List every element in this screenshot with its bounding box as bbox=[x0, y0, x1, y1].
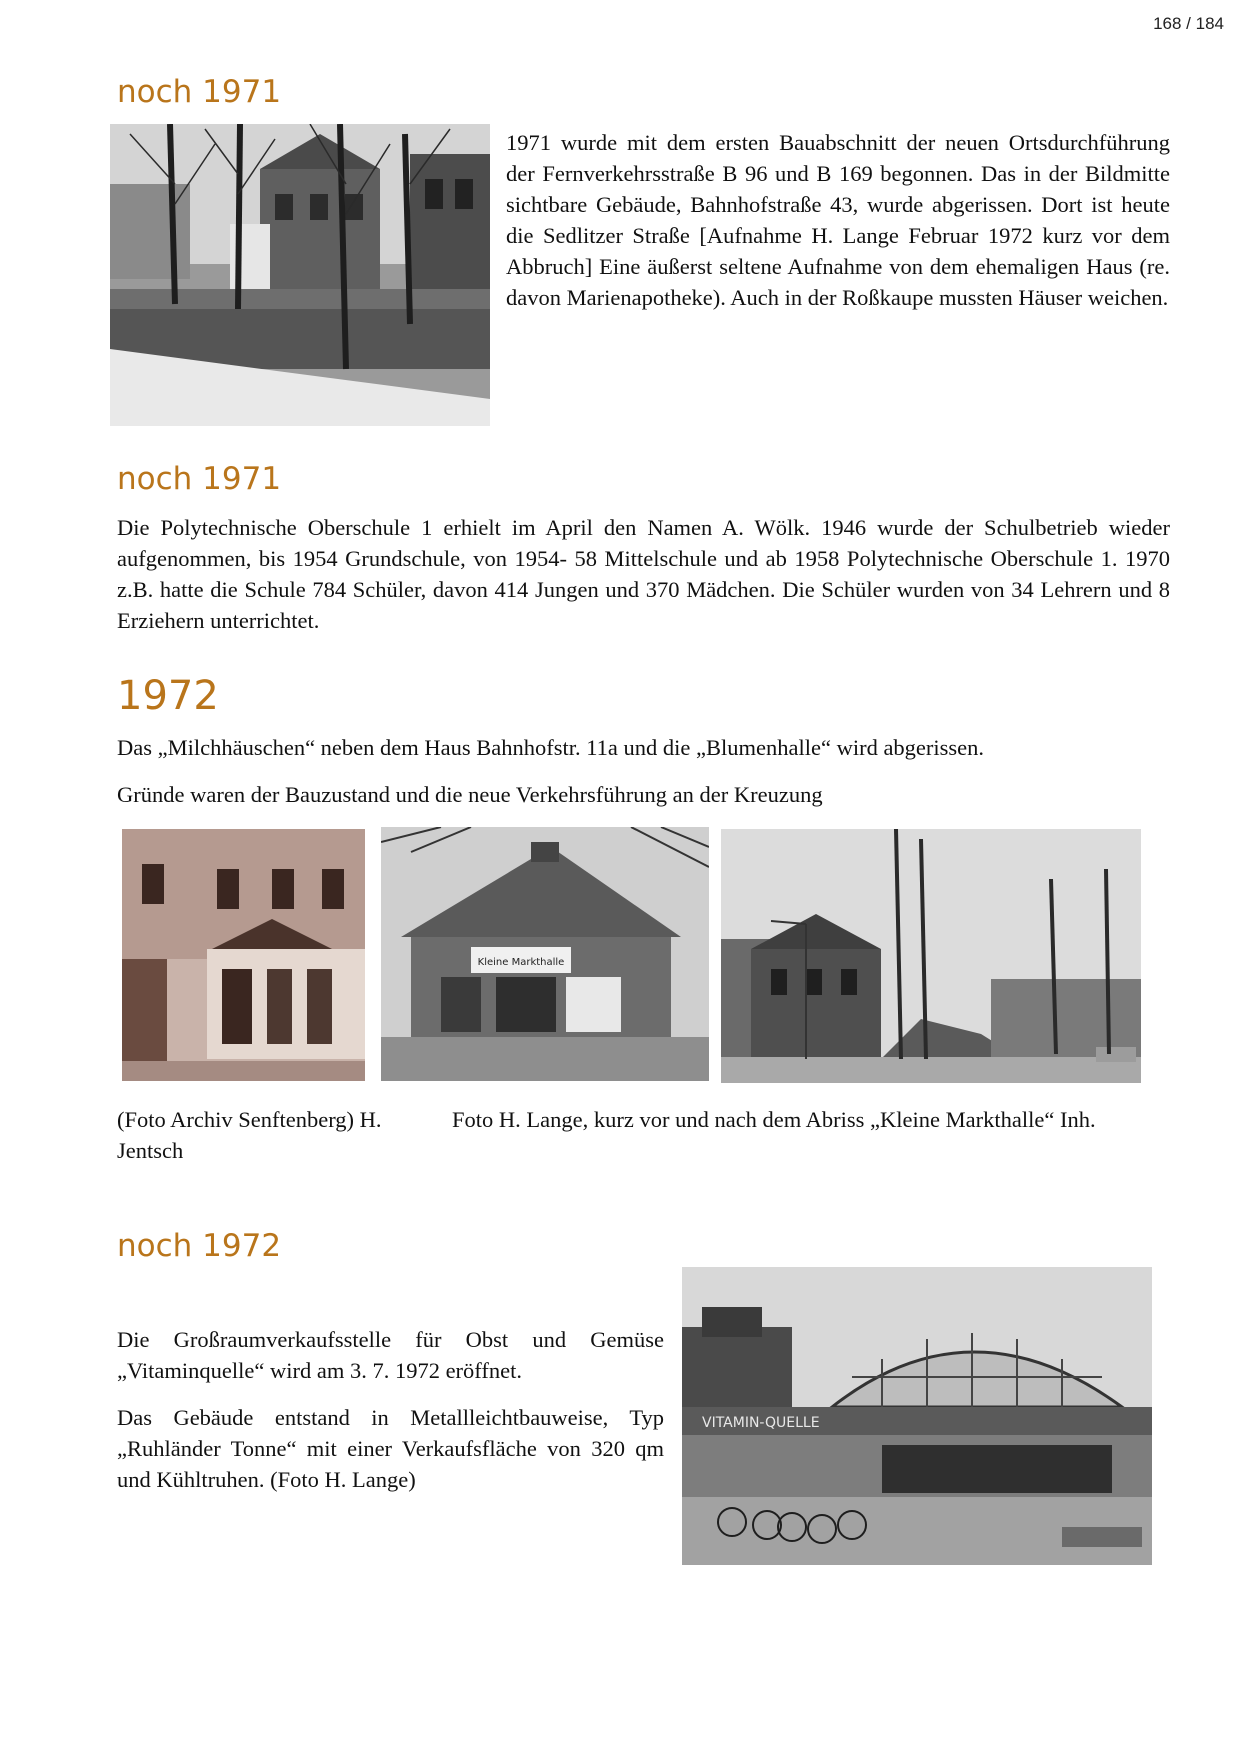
section-heading-noch-1972: noch 1972 bbox=[117, 1228, 282, 1264]
photo-milchhaeuschen bbox=[122, 829, 365, 1081]
section2-text: Die Polytechnische Oberschule 1 erhielt im April den Namen A. Wölk. 1946 wurde der Schulbetrieb wieder aufgenommen, bis 1954 Grundschule, von 1954- 58 Mittelschule und ab 1958 Polytechnische Oberschule 1. 1970 z.B. hatte die Schule 784 Schüler, davon 414 Jungen und 370 Mädchen. Die Schüler wurden von 34 Lehrern und 8 Erziehern unterrichtet. bbox=[117, 515, 1170, 633]
vitaminquelle-sign-text: VITAMIN-QUELLE bbox=[702, 1415, 820, 1431]
section-heading-noch-1971-a: noch 1971 bbox=[117, 74, 282, 110]
section3-line2: Gründe waren der Bauzustand und die neue Verkehrsführung an der Kreuzung bbox=[117, 782, 823, 807]
section3-line1: Das „Milchhäuschen“ neben dem Haus Bahnhofstr. 11a und die „Blumenhalle“ wird abgerissen. bbox=[117, 735, 985, 760]
photo-kleine-markthalle-before bbox=[381, 827, 709, 1081]
caption-left: (Foto Archiv Senftenberg) H. Jentsch bbox=[117, 1107, 382, 1163]
page-number: 168 / 184 bbox=[1153, 14, 1224, 33]
photo-kleine-markthalle-after bbox=[721, 829, 1141, 1083]
photo-vitaminquelle bbox=[682, 1267, 1152, 1565]
caption-right: Foto H. Lange, kurz vor und nach dem Abriss „Kleine Markthalle“ Inh. bbox=[452, 1107, 1096, 1132]
kleine-markthalle-sign-text: Kleine Markthalle bbox=[477, 957, 565, 968]
section4-para2: Das Gebäude entstand in Metallleichtbauweise, Typ „Ruhländer Tonne“ mit einer Verkaufsfläche von 320 qm und Kühltruhen. (Foto H. Lange) bbox=[117, 1405, 664, 1492]
section-heading-noch-1971-b: noch 1971 bbox=[117, 461, 282, 497]
section-heading-1972: 1972 bbox=[117, 673, 219, 719]
section1-text: 1971 wurde mit dem ersten Bauabschnitt der neuen Ortsdurchführung der Fernverkehrsstraße B 96 und B 169 begonnen. Das in der Bildmitte sichtbare Gebäude, Bahnhofstraße 43, wurde abgerissen. Dort ist heute die Sedlitzer Straße [Aufnahme H. Lange Februar 1972 kurz vor dem Abbruch] Eine äußerst seltene Aufnahme von dem ehemaligen Haus (re. davon Marienapotheke). Auch in der Roßkaupe mussten Häuser weichen. bbox=[506, 130, 1170, 310]
section4-para1: Die Großraumverkaufsstelle für Obst und Gemüse „Vitaminquelle“ wird am 3. 7. 1972 eröffnet. bbox=[117, 1327, 664, 1383]
photo-bahnhofstrasse-43 bbox=[110, 124, 490, 426]
